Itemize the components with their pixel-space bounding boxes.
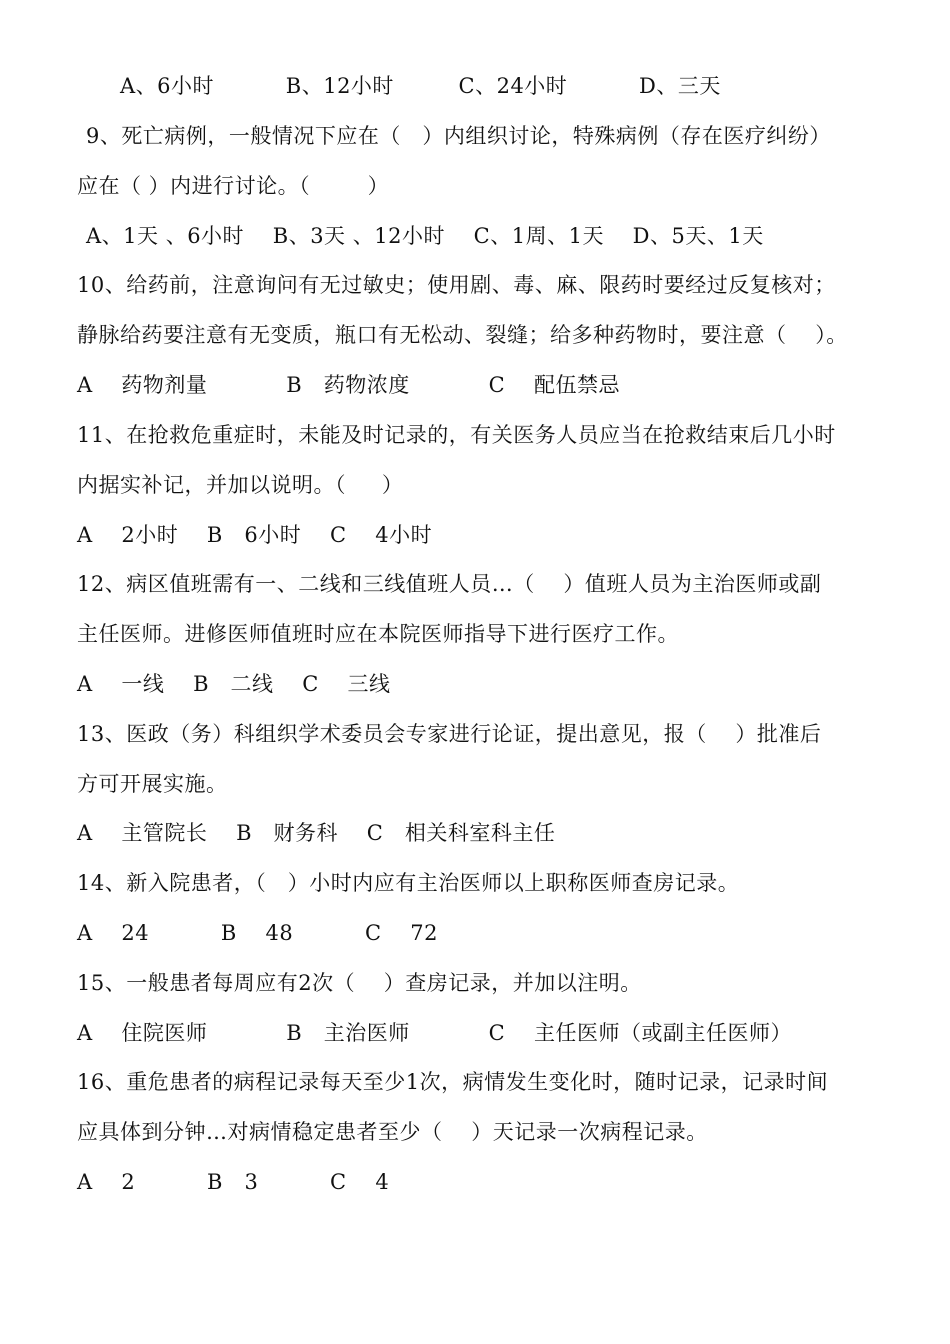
q14-stem: 14、新入院患者，（ ）小时内应有主治医师以上职称医师查房记录。 <box>77 871 740 895</box>
q10-stem-line-1: 10、给药前，注意询问有无过敏史；使用剧、毒、麻、限药时要经过反复核对； <box>77 273 836 297</box>
q9-stem-line-2: 应在（ ）内进行讨论。（ ） <box>77 174 390 198</box>
q9-stem-line-1: 9、死亡病例，一般情况下应在（ ）内组织讨论，特殊病例（存在医疗纠纷） <box>86 124 831 148</box>
q12-stem-line-2: 主任医师。进修医师值班时应在本院医师指导下进行医疗工作。 <box>77 622 679 646</box>
q15-stem: 15、一般患者每周应有2次（ ）查房记录，并加以注明。 <box>77 971 642 995</box>
q11-stem-line-1: 11、在抢救危重症时，未能及时记录的，有关医务人员应当在抢救结束后几小时 <box>77 423 836 447</box>
q13-options: A 主管院长 B 财务科 C 相关科室科主任 <box>77 821 556 845</box>
q16-stem-line-2: 应具体到分钟…对病情稳定患者至少（ ）天记录一次病程记录。 <box>77 1120 708 1144</box>
q13-stem-line-1: 13、医政（务）科组织学术委员会专家进行论证，提出意见，报（ ）批准后 <box>77 722 822 746</box>
q15-options: A 住院医师 B 主治医师 C 主任医师（或副主任医师） <box>77 1021 792 1045</box>
q16-stem-line-1: 16、重危患者的病程记录每天至少1次，病情发生变化时，随时记录，记录时间 <box>77 1070 829 1094</box>
q10-options: A 药物剂量 B 药物浓度 C 配伍禁忌 <box>77 373 620 397</box>
q8-options: A、6小时 B、12小时 C、24小时 D、三天 <box>120 74 721 98</box>
q9-options: A、1天 、6小时 B、3天 、12小时 C、1周、1天 D、5天、1天 <box>86 224 764 248</box>
q12-stem-line-1: 12、病区值班需有一、二线和三线值班人员…（ ）值班人员为主治医师或副 <box>77 572 822 596</box>
q11-options: A 2小时 B 6小时 C 4小时 <box>77 523 433 547</box>
q12-options: A 一线 B 二线 C 三线 <box>77 672 391 696</box>
q13-stem-line-2: 方可开展实施。 <box>77 772 228 796</box>
q10-stem-line-2: 静脉给药要注意有无变质，瓶口有无松动、裂缝；给多种药物时，要注意（ ）。 <box>77 323 848 347</box>
q11-stem-line-2: 内据实补记，并加以说明。（ ） <box>77 473 404 497</box>
q14-options: A 24 B 48 C 72 <box>77 921 438 945</box>
q16-options: A 2 B 3 C 4 <box>77 1170 390 1194</box>
